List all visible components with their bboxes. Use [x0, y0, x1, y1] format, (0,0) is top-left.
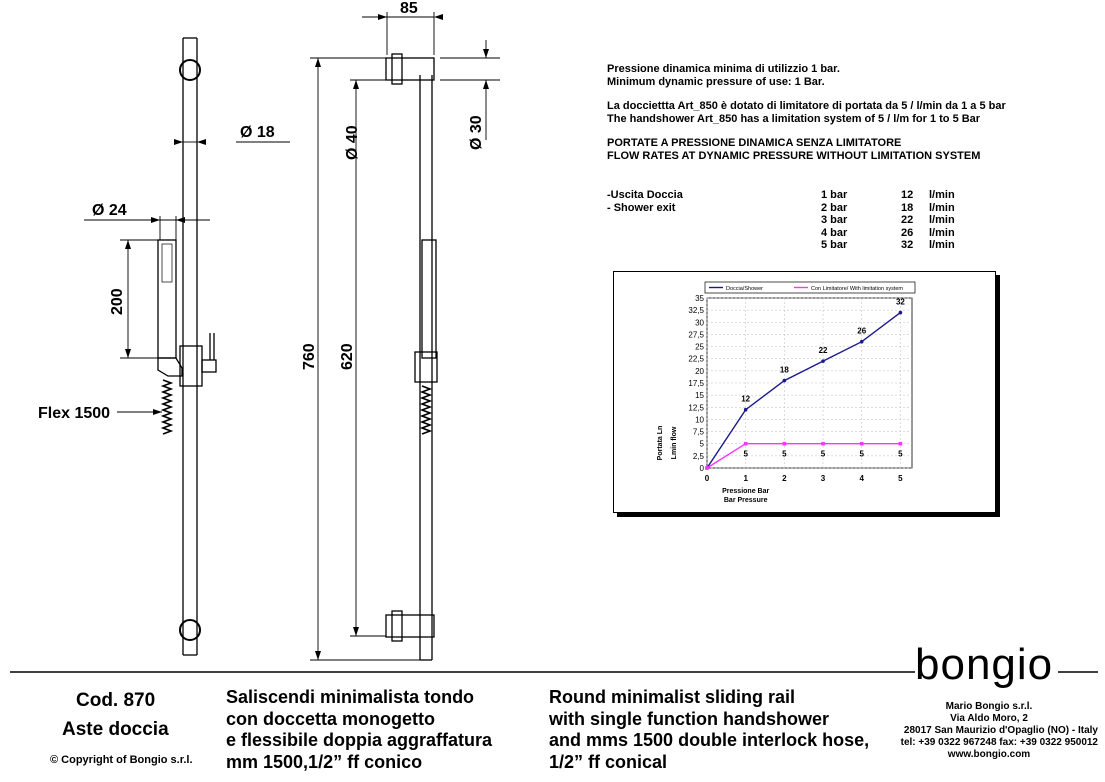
spec-block	[607, 63, 1006, 162]
dim-18: Ø 18	[240, 124, 275, 141]
y-tick-label: 7,5	[692, 427, 704, 437]
flow-row	[607, 202, 977, 215]
flow-pressure: 5 bar	[821, 239, 848, 252]
dimension-lines	[84, 12, 500, 660]
flow-row	[607, 214, 977, 227]
data-point	[860, 340, 864, 344]
x-axis-label: Pressione Bar	[722, 488, 770, 495]
flow-value: 12	[901, 189, 914, 201]
flow-chart	[613, 271, 996, 513]
dim-760: 760	[301, 343, 318, 370]
data-point	[783, 442, 787, 446]
y-tick-label: 2,5	[692, 451, 704, 461]
description-en-line: with single function handshower	[549, 708, 830, 729]
data-label: 5	[743, 449, 748, 459]
flow-value: 26	[901, 226, 914, 239]
spec-line-2: Minimum dynamic pressure of use: 1 Bar.	[607, 75, 825, 88]
flow-unit: l/min	[929, 239, 955, 252]
data-label: 5	[898, 449, 903, 459]
y-tick-label: 35	[695, 294, 704, 303]
dim-40: Ø 40	[344, 125, 361, 160]
data-point	[899, 442, 903, 446]
spec-line-6: FLOW RATES AT DYNAMIC PRESSURE WITHOUT LIMITATION SYSTEM	[607, 149, 981, 162]
flow-unit: l/min	[929, 214, 955, 227]
flow-table	[607, 189, 977, 252]
spec-line-5: PORTATE A PRESSIONE DINAMICA SENZA LIMITATORE	[607, 137, 902, 149]
flow-pressure: 1 bar	[821, 189, 848, 201]
company-info	[880, 701, 1098, 761]
description-it-line: e flessibile doppia aggraffatura	[226, 730, 493, 750]
data-point	[744, 408, 748, 412]
spec-line-1: Pressione dinamica minima di utilizzio 1 bar.	[607, 63, 840, 75]
product-name: Aste doccia	[62, 719, 169, 740]
y-axis-label: Portata Ln	[657, 425, 664, 461]
y-tick-label: 10	[695, 415, 704, 425]
company-phone: tel: +39 0322 967248 fax: +39 0322 950012	[900, 737, 1098, 748]
description-it-line: Saliscendi minimalista tondo	[226, 687, 475, 707]
flow-label-it: -Uscita Doccia	[607, 189, 683, 201]
data-point	[705, 466, 709, 470]
flow-value: 32	[901, 239, 914, 252]
data-point	[899, 311, 903, 315]
flow-label-en: - Shower exit	[607, 201, 676, 214]
product-code: Cod. 870	[76, 690, 156, 711]
description-it-line: mm 1500,1/2” ff conico	[226, 751, 423, 772]
description-it	[226, 687, 492, 773]
data-label: 5	[782, 449, 787, 459]
y-tick-label: 25	[695, 342, 704, 352]
description-en-line: 1/2” ff conical	[549, 751, 668, 772]
flow-unit: l/min	[929, 226, 955, 239]
data-point	[860, 442, 864, 446]
data-label: 12	[741, 394, 751, 404]
data-point	[821, 359, 825, 363]
y-tick-label: 17,5	[688, 379, 704, 388]
brand-logo: bongio	[915, 640, 1054, 689]
dim-620: 620	[339, 343, 356, 370]
x-tick-label: 2	[782, 474, 787, 483]
data-label: 5	[859, 449, 864, 459]
data-label: 22	[818, 346, 828, 356]
x-tick-label: 5	[898, 474, 903, 483]
y-tick-label: 32,5	[688, 306, 704, 316]
x-tick-label: 4	[859, 474, 864, 483]
company-city: 28017 San Maurizio d'Opaglio (NO) - Italy	[903, 725, 1098, 736]
dim-85: 85	[400, 0, 418, 17]
flex-label: Flex 1500	[38, 405, 111, 422]
dim-24: Ø 24	[92, 202, 127, 219]
handshower-front-view	[158, 240, 216, 434]
y-tick-label: 12,5	[688, 403, 704, 413]
flow-pressure: 4 bar	[821, 226, 848, 239]
spec-line-3: La docciettta Art_850 è dotato di limitatore di portata da 5 / l/min da 1 a 5 bar	[607, 100, 1006, 112]
flow-value: 22	[901, 214, 914, 227]
flow-row	[607, 227, 977, 240]
company-web: www.bongio.com	[947, 749, 1031, 760]
copyright: © Copyright of Bongio s.r.l.	[50, 754, 193, 766]
y-axis-label: Lmin flow	[671, 426, 678, 460]
flow-chart-svg	[614, 272, 995, 512]
data-point	[744, 442, 748, 446]
legend-label: Doccia/Shower	[726, 286, 763, 292]
flow-pressure: 2 bar	[821, 201, 848, 214]
company-address: Via Aldo Moro, 2	[950, 713, 1028, 724]
y-tick-label: 27,5	[688, 330, 704, 340]
data-label: 32	[895, 297, 905, 307]
description-en	[549, 687, 869, 773]
spec-line-4: The handshower Art_850 has a limitation system of 5 / l/m for 1 to 5 Bar	[607, 112, 981, 125]
description-en-line: and mms 1500 double interlock hose,	[549, 730, 870, 750]
legend-label: Con Limitatore/ With limitation system	[811, 286, 903, 292]
data-label: 5	[820, 449, 826, 459]
dimension-arrows	[125, 14, 489, 660]
x-tick-label: 3	[820, 474, 826, 483]
flow-row	[607, 239, 977, 252]
flow-unit: l/min	[929, 201, 955, 214]
flow-row	[607, 189, 977, 202]
y-tick-label: 30	[695, 318, 704, 328]
description-it-line: con doccetta monogetto	[226, 708, 436, 729]
plot-area	[707, 298, 912, 468]
x-tick-label: 0	[704, 474, 710, 483]
dim-30: Ø 30	[468, 115, 485, 150]
company-name: Mario Bongio s.r.l.	[945, 701, 1033, 712]
y-tick-label: 5	[699, 439, 704, 449]
y-tick-label: 15	[695, 391, 704, 401]
data-point	[821, 442, 825, 446]
flow-pressure: 3 bar	[821, 214, 848, 227]
dim-200: 200	[109, 288, 126, 315]
description-en-line: Round minimalist sliding rail	[549, 687, 796, 707]
flow-value: 18	[901, 201, 914, 214]
data-label: 18	[779, 365, 789, 375]
data-point	[783, 379, 787, 383]
rail-side-view	[386, 54, 437, 660]
y-tick-label: 22,5	[688, 354, 704, 364]
y-tick-label: 20	[695, 366, 704, 376]
data-label: 26	[857, 326, 867, 336]
x-axis-label: Bar Pressure	[723, 497, 768, 504]
flow-unit: l/min	[929, 189, 955, 201]
x-tick-label: 1	[743, 474, 748, 483]
y-tick-label: 0	[699, 464, 704, 473]
